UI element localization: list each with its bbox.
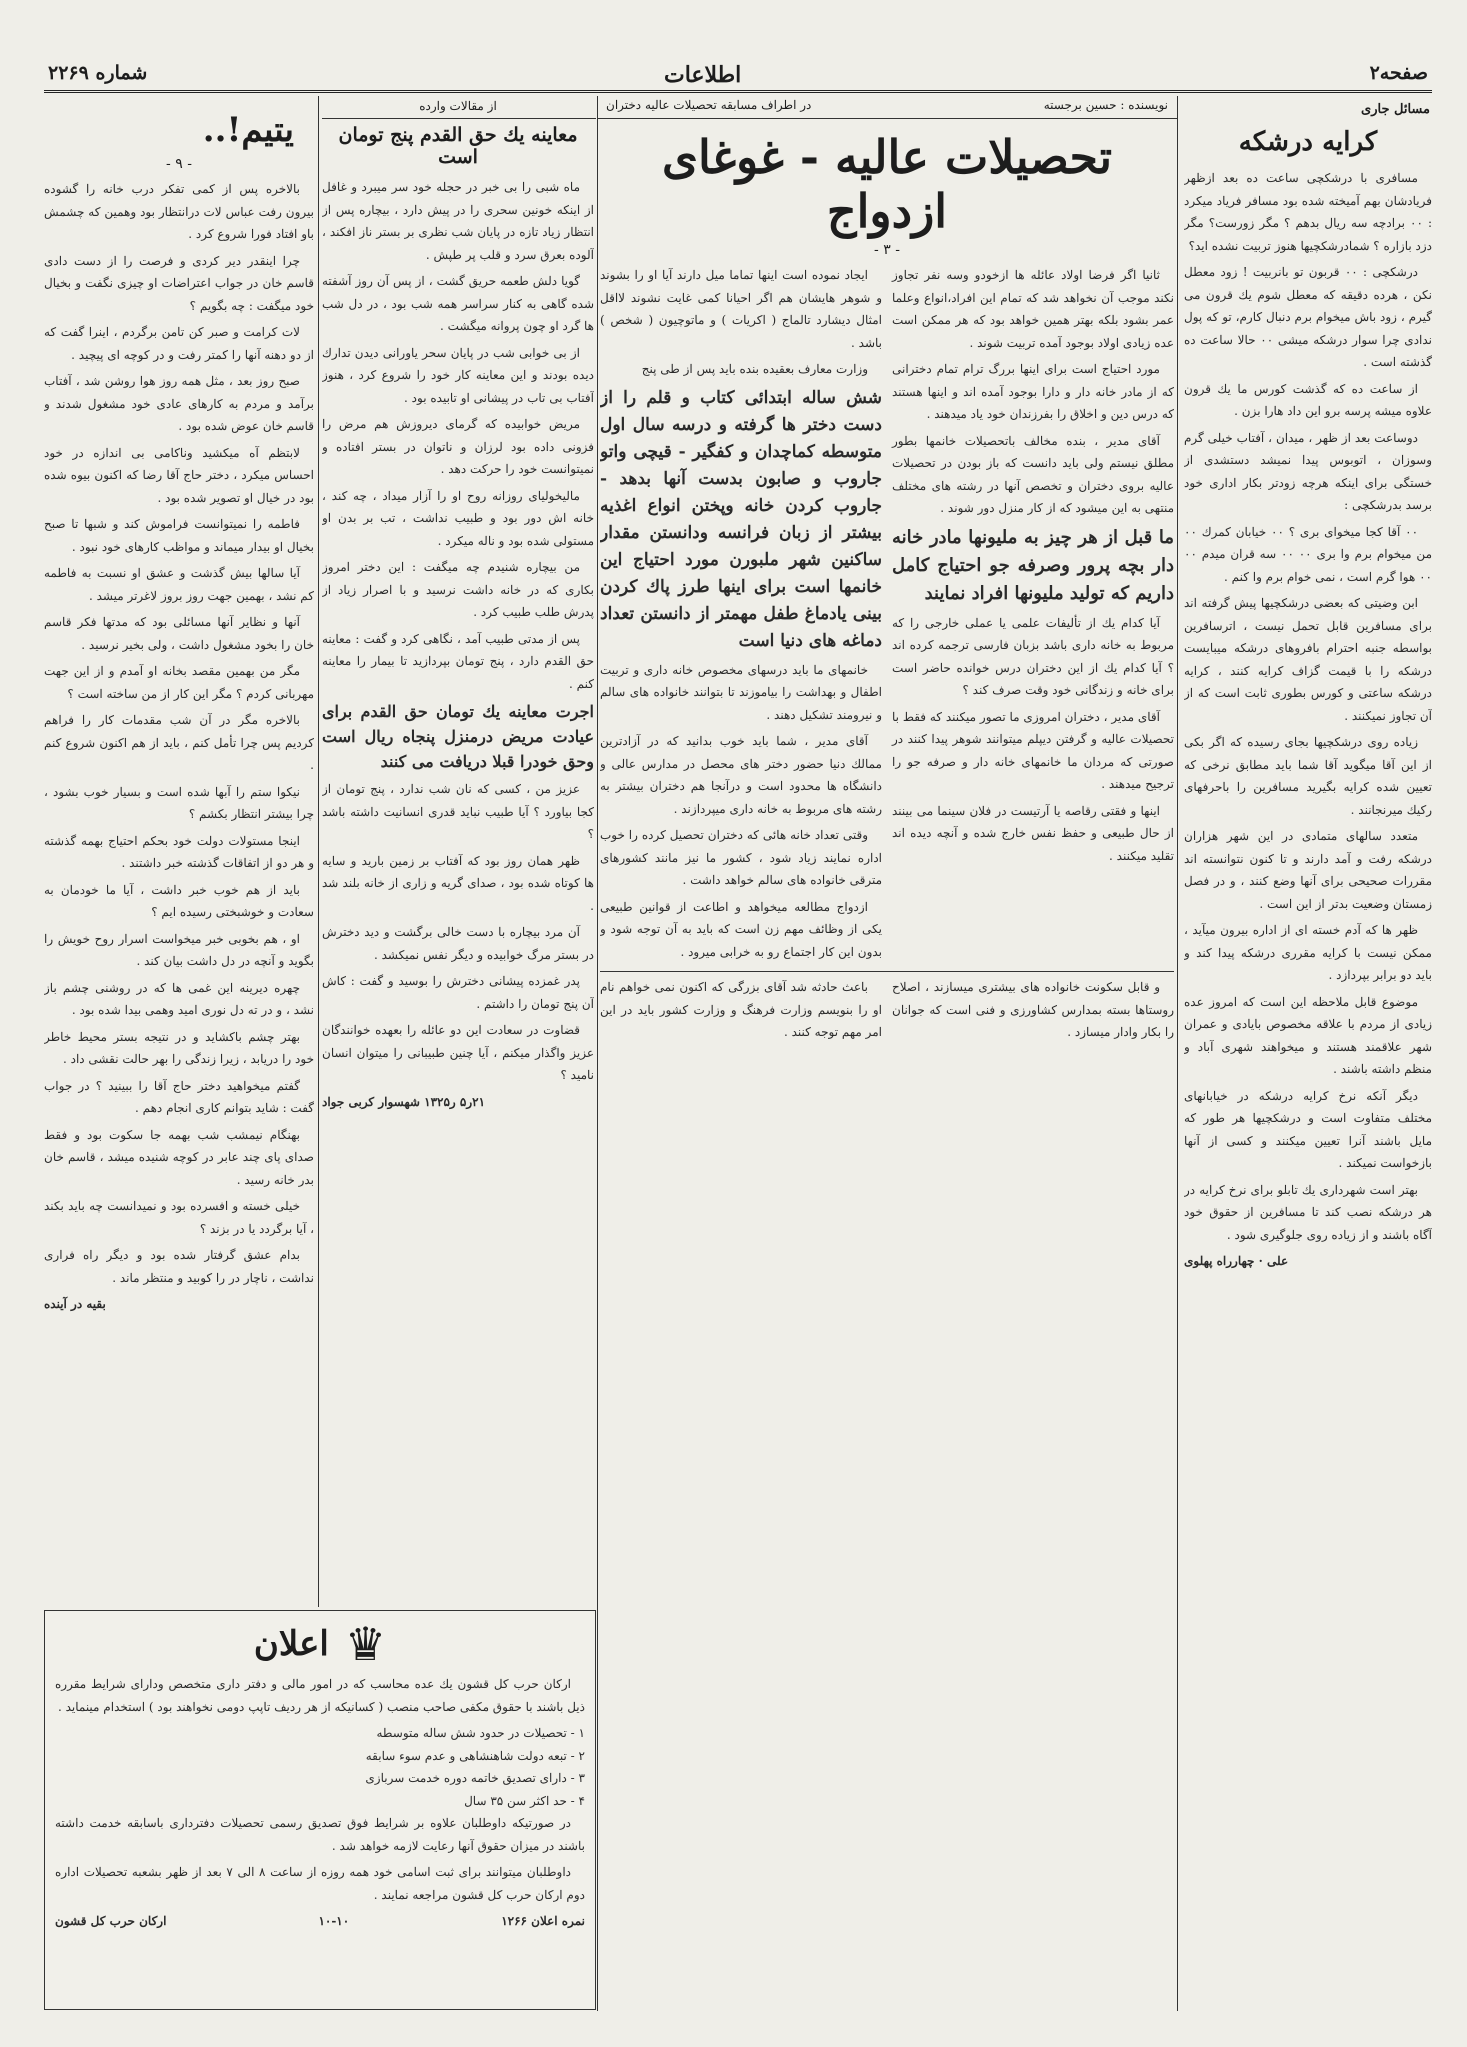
story-title: یتیم!.. xyxy=(202,110,294,150)
column-rule xyxy=(597,96,598,2011)
announcement-title: اعلان xyxy=(253,1624,329,1664)
announcement-header xyxy=(45,1617,595,1671)
highlighted-lead: شش ساله ابتدائی کتاب و قلم را از دست دختر ها گرفته و درسه سال اول متوسطه کماچدان و کفگیر - قیچی واتو جاروب و صابون بدست آنها بدهد - جاروب کردن خانه وپختن انواع اغذیه بیشتر از زبان فرانسه ودانستن مقدار ساکنین شهر ملبورن مورد احتیاج این خانمها است برای اینها طرز پاك کردن بینی یادماغ طفل مهمتر از دانستن تعداد دماغه های دنیا است xyxy=(600,387,882,651)
column-current-issues xyxy=(1184,96,1432,2016)
announcement-date: ۱۰-۱۰ xyxy=(318,1914,350,1928)
date-line: ۲۱ر۵ ر۱۳۲۵ شهسوار کربی جواد xyxy=(322,1094,486,1109)
continuation-note: بقیه در آینده xyxy=(44,1297,106,1311)
rule xyxy=(600,971,1174,972)
main-article xyxy=(600,96,1174,2016)
paragraph-block xyxy=(600,976,882,1048)
paragraph: خیلی خسته و افسرده بود و نمیدانست چه باید بکند ، آیا برگردد یا در بزند ؟ xyxy=(44,1199,314,1236)
paragraph: ازدواج مطالعه میخواهد و اطاعت از قوانین طبیعی یکی از وظائف مهم زن است که باید به آن توجه شود و بدون این کار اجتماع رو به خرابی میرود . xyxy=(600,899,882,959)
paragraph: نیکوا ستم را آبها شده است و بسیار خوب بشود ، چرا بیشتر انتظار بکشم ؟ xyxy=(44,784,314,821)
paragraph: پس از مدتی طبیب آمد ، نگاهی کرد و گفت : معاینه حق القدم دارد ، پنج تومان بپردازید تا بیمار را معاینه کنم . xyxy=(322,631,594,691)
masthead xyxy=(44,56,1432,93)
paragraph: بهتر است شهرداری یك تابلو برای نرخ کرایه در هر درشکه نصب کند تا مسافرین از حقوق خود آگاه باشند و از زیاده روی جلوگیری شود . xyxy=(1184,1182,1432,1242)
paragraph: پدر غمزده پیشانی دخترش را بوسید و گفت : کاش آن پنج تومان را داشتم . xyxy=(322,974,594,1011)
paragraph: عزیز من ، کسی که نان شب ندارد ، پنج تومان از کجا بیاورد ؟ آیا طبیب نباید قدری انسانیت داشته باشد ؟ xyxy=(322,782,594,841)
paragraph: زیاده روی درشکچیها بجای رسیده که اگر بکی از این آقا میگوید آقا شما باید مطابق نرخی که تعیین شده کرایه بگیرید مسافرین را باحرفهای رکیك میرنجانند . xyxy=(1184,735,1432,817)
paragraph: بالاخره پس از کمی تفکر درب خانه را گشوده بیرون رفت عباس لات درانتظار بود وهمین که چشمش باو افتاد فورا شروع کرد . xyxy=(44,182,314,241)
signature: علی · چهارراه پهلوی xyxy=(1184,1254,1289,1268)
paragraph-block xyxy=(892,976,1174,1048)
paragraph: چهره دیرینه این غمی ها که در روشنی چشم باز نشد ، و در ته دل نوری امید وهمی بیدا شده بود . xyxy=(44,980,314,1017)
article-col-left xyxy=(600,264,882,967)
paragraph: من بیچاره شنیدم چه میگفت : این دختر امروز بکاری که در خانه داشت نرسید و با اصرار زیاد از پدرش طلب طبیب کرد . xyxy=(322,560,594,619)
article-header-strip xyxy=(600,96,1174,118)
paragraph: بهتر چشم باکشاید و در نتیجه بستر محیط خاطر خود را دریابد ، زیرا زندگی را بهر حالت نقشی داد . xyxy=(44,1029,314,1066)
article-body xyxy=(1184,167,1432,1273)
article-col-right xyxy=(892,264,1174,967)
article-title: تحصیلات عالیه - غوغای ازدواج xyxy=(661,130,1113,238)
paragraph: قضاوت در سعادت این دو عائله را بعهده خوانندگان عزیز واگذار میکنم ، آیا چنین طبیبانی را میتوان انسان نامید ؟ xyxy=(322,1023,594,1082)
paragraph: اینجا مستولات دولت خود بحکم احتیاج بهمه گذشته و هر دو از اتفاقات گذشته خبر داشتند . xyxy=(44,833,314,870)
announcement-signoff xyxy=(55,1910,585,1933)
paragraph: و قابل سکونت خانواده های بیشتری میسازند ، اصلاح روستاها بسته بمدارس کشاورزی و فنی است که جوانان را بکار وادار میسازد . xyxy=(892,980,1174,1039)
story-body xyxy=(44,178,314,1316)
requirement-item: ۱ - تحصیلات در حدود شش ساله متوسطه xyxy=(376,1726,585,1740)
paragraph: فاطمه را نمیتوانست فراموش کند و شبها تا صبح بخیال او بیدار میماند و مواظب کارهای خود نبود . xyxy=(44,517,314,554)
paragraph: بالاخره مگر در آن شب مقدمات کار را فراهم کردیم پس چرا تأمل کنم ، باید از هم اکنون شروع کنم . xyxy=(44,713,314,772)
article-title: کرایه درشکه xyxy=(1238,127,1378,157)
kicker: در اطراف مسابقه تحصیلات عالیه دختران xyxy=(606,98,812,112)
announcement-body xyxy=(45,1671,595,1935)
paragraph: آقای مدیر ، شما باید خوب بدانید که در آزادترین ممالك دنیا حضور دختر های محصل در مدارس عالی و دانشگاه ها محدود است و درآنجا هم دختران بیشتر به رشته های مربوط به خانه داری میپردازند . xyxy=(600,734,882,816)
article-body xyxy=(322,176,594,1113)
requirement-item: ۲ - تبعه دولت شاهنشاهی و عدم سوء سابقه xyxy=(365,1748,585,1763)
section-label: از مقالات وارده xyxy=(419,99,497,113)
announcement-intro: ارکان حرب کل قشون یك عده محاسب که در امور مالی و دفتر داری متخصص ودارای شرایط مقرره ذیل باشند با حقوق مکفی صاحب منصب ( کسانیکه از هر ردیف تاپپ دومی نخواهند بود ) استخدام مینماید . xyxy=(55,1677,585,1714)
section-label: مسائل جاری xyxy=(1361,102,1430,117)
paragraph: چرا اینقدر دیر کردی و فرصت را از دست دادی قاسم خان در جواب اعتراضات او چیزی نگفت و بخیال خود میگفت : چه بگویم ؟ xyxy=(44,253,314,313)
paragraph: ایجاد نموده است اینها تماما میل دارند آیا او را بشوند و شوهر هایشان هم اگر احیانا کمی غایت نشوند لااقل امثال دیشارد تالماج ( اکریات ) و ماتوچیون ( شخص ) باشد . xyxy=(600,268,882,350)
highlighted-quote: اجرت معاینه یك تومان حق القدم برای عیادت مریض درمنزل پنجاه ریال است وحق خودرا قبلا دریافت می کنند xyxy=(322,702,594,771)
paragraph: اینها و فقتی رقاصه یا آرتیست در فلان سینما می بینند از حال طبیعی و حفظ نفس خارج شده و آنچه دیده اند تقلید میکنند . xyxy=(892,803,1174,863)
paragraph: مورد احتیاج است برای اینها بررگ ترام تمام دخترانی که از مادر خانه دار و دارا بوجود آمده اند و اینها هستند که درس دین و اخلاق را بفرزندان خود یاد میدهند . xyxy=(892,362,1174,421)
paragraph: ظهر همان روز بود که آفتاب بر زمین بارید و سایه ها کوتاه شده بود ، صدای گریه و زاری از خانه بلند شد . xyxy=(322,853,594,913)
part-number: - ۳ - xyxy=(874,242,900,258)
paragraph: مالیخولیای روزانه روح او را آزار میداد ، چه کند ، خانه اش دور بود و طبیب نداشت ، تب بر بدن او مستولی شده بود و ناله میکرد . xyxy=(322,488,594,548)
paragraph: از بی خوابی شب در پایان سحر یاورانی دیدن تدارك دیده بودند و این معاینه کار خود را شروع کرد ، هنوز آفتاب بی تاب در پیشانی او تابیده بود . xyxy=(322,345,594,405)
paragraph: ظهر ها که آدم خسته ای از اداره بیرون میآید ، ممکن نیست با کرایه مقرری درشکه پیدا کند و باید دو برابر بپردازد . xyxy=(1184,923,1432,982)
paragraph: دیگر آنکه نرخ کرایه درشکه در خیابانهای مختلف متفاوت است و درشکچیها هر طور که مایل باشند آنرا تعیین میکنند و کسی از آنها بازخواست نمیکند . xyxy=(1184,1088,1432,1170)
highlighted-quote: ما قبل از هر چیز به ملیونها مادر خانه دار بچه پرور وصرفه جو احتیاج کامل داریم که تولید ملیونها افراد نمایند xyxy=(892,526,1174,604)
paragraph: آقای مدیر ، دختران امروزی ما تصور میکنند که فقط با تحصیلات عالیه و گرفتن دیپلم میتوانند شوهر پیدا کنند در صورتی که مردان ما خانمهای خانه دار و صرفه جو را ترجیح میدهند . xyxy=(892,709,1174,791)
crown-emblem-icon: ♛ xyxy=(344,1617,387,1671)
announcement-org: ارکان حرب کل قشون xyxy=(55,1914,167,1928)
paragraph: ثانیا اگر فرضا اولاد عائله ها ازخودو وسه نفر تجاوز نکند موجب آن نخواهد شد که تمام این افراد،انواع وعلما عمر بشود بلکه بهتر همین خواهد بود که هر ممکن است عده زیادی اولاد بوجود آمده تربیت شوند . xyxy=(892,268,1174,350)
paragraph: مگر من بهمین مقصد بخانه او آمدم و از این جهت مهربانی کردم ؟ مگر این کار از من ساخته است ؟ xyxy=(44,664,314,701)
paragraph: آن مرد بیچاره با دست خالی برگشت و دید دخترش در بستر مرگ خوابیده و دیگر نفس نمیکشد . xyxy=(322,925,594,962)
paragraph: مسافری با درشکچی ساعت ده بعد ازظهر فریادشان بهم آمیخته شده بود مسافر فریاد میکرد : ۰۰ برادچه سه ریال بدهم ؟ مگر زورست؟ مگر دزد بازاره ؟ شمادرشکچیها هنوز تربیت نشده اید؟ xyxy=(1184,171,1432,253)
requirement-item: ۳ - دارای تصدیق خاتمه دوره خدمت سربازی xyxy=(365,1771,585,1785)
paragraph: آیا سالها بیش گذشت و عشق او نسبت به فاطمه کم نشد ، بهمین جهت روز بروز لاغرتر میشد . xyxy=(44,566,314,603)
newspaper-name: اطلاعات xyxy=(664,62,742,88)
paragraph: بهنگام نیمشب شب بهمه جا سکوت بود و فقط صدای پای چند عابر در کوچه شنیده میشد ، قاسم خان بدر خانه رسید . xyxy=(44,1127,314,1187)
announcement-box xyxy=(44,1610,596,2010)
paragraph: او ، هم بخوبی خبر میخواست اسرار روح خویش را بگوید و آنچه در دل داشت بیان کند . xyxy=(44,931,314,968)
column-submitted-articles xyxy=(322,96,594,1606)
issue-number: شماره ۲۲۶۹ xyxy=(48,62,148,84)
paragraph: لابتظم آه میکشید وناکامی بی اندازه در خود احساس میکرد ، دختر حاج آقا رضا که اکنون بیوه شده بود در خیال او تصویر شده بود . xyxy=(44,445,314,505)
paragraph: آقای مدیر ، بنده مخالف باتحصیلات خانمها بطور مطلق نیستم ولی باید دانست که باز بودن در تحصیلات عالیه بروی دختران و تخصص آنها در رشته های مختلف منتهی به این میشود که از کار منزل دور شوند . xyxy=(892,433,1174,515)
paragraph: بدام عشق گرفتار شده بود و دیگر راه فراری نداشت ، ناچار در را کوبید و منتظر ماند . xyxy=(44,1248,314,1285)
requirement-item: ۴ - حد اکثر سن ۳۵ سال xyxy=(464,1793,585,1808)
paragraph: باعث حادثه شد آقای بزرگی که اکنون نمی خواهم نام او را بنویسم وزارت فرهنگ و وزارت کشور باید در این امر مهم توجه کنند . xyxy=(600,980,882,1039)
paragraph: وقتی تعداد خانه هائی که دختران تحصیل کرده را خوب اداره نمایند زیاد شود ، کشور ما نیز مانند کشورهای مترقی خانواده های سالم خواهد داشت . xyxy=(600,828,882,887)
paragraph: متعدد سالهای متمادی در این شهر هزاران درشکه رفت و آمد دارند و تا کنون نتوانسته اند مقررات صحیحی برای آنها وضع کنند ، و در فصل زمستان وضعیت بدتر از این است . xyxy=(1184,829,1432,911)
article-footer-columns xyxy=(600,976,1174,1048)
paragraph: دوساعت بعد از ظهر ، میدان ، آفتاب خیلی گرم وسوزان ، اتوبوس پیدا نمیشد دستشدی از خستگی برای اینکه هرچه زودتر بکار اداری خود برسد بدرشکچی : xyxy=(1184,430,1432,512)
paragraph: وزارت معارف بعقیده بنده باید پس از طی پنج xyxy=(641,362,868,376)
announcement-ref: نمره اعلان ۱۲۶۶ xyxy=(501,1914,585,1928)
paragraph: لات کرامت و صبر کن تامن برگردم ، اینرا گفت که از دو دهنه آنها را کمتر رفت و در کوچه ای پیچید . xyxy=(44,325,314,362)
paragraph: درشکچی : ۰۰ قربون تو بانربیت ! زود معطل نکن ، هرده دقیقه که معطل شوم یك قرون می گیرم ، زود باش میخوام برم دنبال کارم، تو که پول ندادی چرا سوار درشکه میشی ۰۰ حالا ساعت ده گذشته است . xyxy=(1184,265,1432,369)
column-rule xyxy=(318,96,319,1607)
paragraph: ماه شبی را بی خبر در حجله خود سر میبرد و غافل از اینکه خونین سحری را در پیش دارد ، بیچاره پس از انتظار زیاد تازه در پایان شب نظری بر بستر ناز افکند ، آلوده بعرق سرد و قلب پر طپش . xyxy=(322,180,594,262)
paragraph: از ساعت ده که گذشت کورس ما یك قرون علاوه میشه پرسه برو این داد هارا بزن . xyxy=(1184,381,1432,418)
column-serial-story xyxy=(44,96,314,1606)
paragraph: صبح روز بعد ، مثل همه روز هوا روشن شد ، آفتاب برآمد و مردم به کارهای عادی خود مشغول شدند و قاسم خان عوض شده بود . xyxy=(44,374,314,433)
announcement-text: در صورتیکه داوطلبان علاوه بر شرایط فوق تصدیق رسمی تحصیلات دفترداری باسابقه خدمت داشته باشند در میزان حقوق آنها رعایت لازمه خواهد شد . xyxy=(55,1816,585,1853)
paragraph: باید از هم خوب خبر داشت ، آیا ما خودمان به سعادت و خوشبختی رسیده ایم ؟ xyxy=(44,882,314,919)
byline: نویسنده : حسین برجسته xyxy=(1043,98,1168,112)
paragraph: خانمهای ما باید درسهای مخصوص خانه داری و تربیت اطفال و بهداشت را بیاموزند تا بتوانند خانواده های سالم و نیرومند تشکیل دهند . xyxy=(600,662,882,722)
paragraph: آنها و نظایر آنها مسائلی بود که مدتها فکر قاسم خان را بخود مشغول داشت ، ولی بخیر نرسید . xyxy=(44,615,314,652)
paragraph: آیا کدام یك از تألیفات علمی یا عملی خارجی را که مربوط به خانه داری باشد بزبان فارسی ترجمه کرده اند ؟ آیا کدام یك از این دختران درس خوانده حاضر است برای خانه و زندگانی خود وقت صرف کند ؟ xyxy=(892,615,1174,697)
announcement-footer: داوطلبان میتوانند برای ثبت اسامی خود همه روزه از ساعت ۸ الی ۷ بعد از ظهر بشعبه تحصیلات اداره دوم ارکان حرب کل قشون مراجعه نمایند . xyxy=(55,1865,585,1902)
paragraph: گفتم میخواهید دختر حاج آقا را ببینید ؟ در جواب گفت : شاید بتوانم کاری انجام دهم . xyxy=(44,1078,314,1115)
article-columns xyxy=(600,264,1174,967)
part-number: - ۹ - xyxy=(166,156,192,172)
page-number: صفحه۲ xyxy=(1369,62,1428,84)
paragraph: ۰۰ آقا کجا میخوای بری ؟ ۰۰ خیابان کمرك ۰۰ من میخوام برم وا بری ۰۰ ۰۰ سه قران میدم ۰۰ ۰۰ هوا گرم است ، نمی خوام برم وا کنم . xyxy=(1184,524,1432,584)
paragraph: ابن وضیتی که بعضی درشکچیها پیش گرفته اند برای مسافرین قابل تحمل نیست ، اترسافرین بواسطه جنبه احترام بافروهای درشکه میبایست درشکه را با قیمت گزاف کرایه کنند ، کرایه درشکه ساعتی و کورس بطوری ثابت است که از آن تجاوز نمیکنند . xyxy=(1184,596,1432,723)
article-title: معاینه یك حق القدم پنج تومان است xyxy=(338,124,578,168)
column-rule xyxy=(1177,96,1178,2011)
paragraph: موضوع قابل ملاحظه این است که امروز عده زیادی از مردم با علاقه مخصوص بایادی و عمران شهر علاقمند هستند و میخواهند شهری آباد و منظم داشته باشند . xyxy=(1184,994,1432,1076)
paragraph: مریض خوابیده که گرمای دیروزش هم مرض را فزونی داده بود لرزان و ناتوان در بستر افتاده و نمیتوانست خود را حرکت دهد . xyxy=(322,417,594,476)
paragraph: گویا دلش طعمه حریق گشت ، از پس آن روز آشفته شده گاهی به کنار سراسر همه شب بود ، در دل شب ها گرد او چون پروانه میگشت . xyxy=(322,274,594,333)
